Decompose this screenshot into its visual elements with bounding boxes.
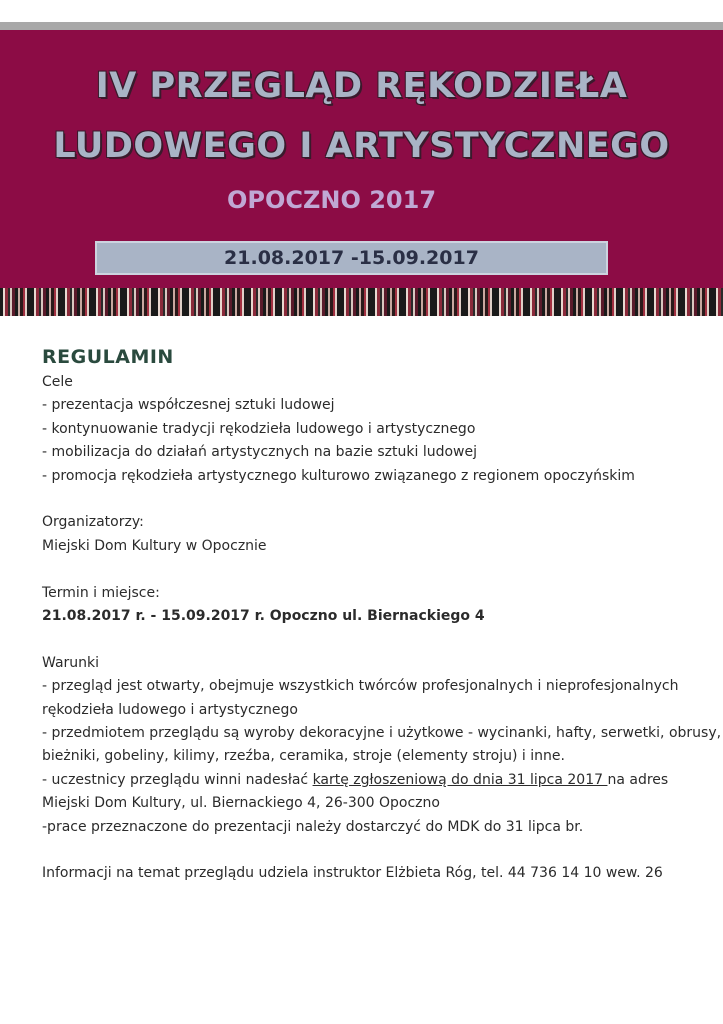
application-form-link[interactable]: kartę zgłoszeniową do dnia 31 lipca 2017 (312, 771, 608, 788)
termin-label: Termin i miejsce: (42, 584, 160, 601)
cele-item: - prezentacja współczesnej sztuki ludowej (42, 397, 335, 414)
cele-item: - promocja rękodzieła artystycznego kulturowo związanego z regionem opoczyńskim (42, 467, 635, 484)
warunki-item: -prace przeznaczone do prezentacji należy dostarczyć do MDK do 31 lipca br. (42, 818, 584, 835)
organizatorzy-value: Miejski Dom Kultury w Opocznie (42, 537, 267, 554)
date-box (95, 241, 608, 275)
top-divider (0, 22, 723, 30)
warunki-item-cont: bieżniki, gobeliny, kilimy, rzeźba, ceramika, stroje (elementy stroju) i inne. (42, 748, 565, 765)
warunki-item (42, 769, 702, 792)
cele-item: - kontynuowanie tradycji rękodzieła ludowego i artystycznego (42, 420, 476, 437)
warunki-address: Miejski Dom Kultury, ul. Biernackiego 4, 26-300 Opoczno (42, 795, 440, 812)
warunki-item-cont: rękodzieła ludowego i artystycznego (42, 701, 298, 718)
organizatorzy-label: Organizatorzy: (42, 514, 144, 531)
decorative-stripes (0, 288, 723, 316)
title-line-1: IV PRZEGLĄD RĘKODZIEŁA (95, 66, 628, 106)
cele-label: Cele (42, 374, 73, 390)
warunki-text: - uczestnicy przeglądu winni nadesłać (42, 771, 313, 788)
warunki-item: - przedmiotem przeglądu są wyroby dekoracyjne i użytkowe - wycinanki, hafty, serwetki, obrusy, (42, 725, 722, 742)
cele-item: - mobilizacja do działań artystycznych na bazie sztuki ludowej (42, 444, 477, 461)
contact-info: Informacji na temat przeglądu udziela instruktor Elżbieta Róg, tel. 44 736 14 10 wew. 26 (42, 865, 663, 882)
title-line-2: LUDOWEGO I ARTYSTYCZNEGO (53, 126, 670, 166)
warunki-item: - przegląd jest otwarty, obejmuje wszystkich twórców profesjonalnych i nieprofesjonalnych (42, 678, 679, 695)
subtitle: OPOCZNO 2017 (226, 186, 437, 214)
warunki-label: Warunki (42, 654, 100, 671)
termin-value: 21.08.2017 r. - 15.09.2017 r. Opoczno ul. Biernackiego 4 (42, 608, 485, 625)
warunki-text: na adres (607, 771, 669, 788)
regulamin-content (42, 344, 722, 886)
date-range: 21.08.2017 -15.09.2017 (224, 247, 479, 269)
regulamin-heading: REGULAMIN (42, 346, 174, 368)
